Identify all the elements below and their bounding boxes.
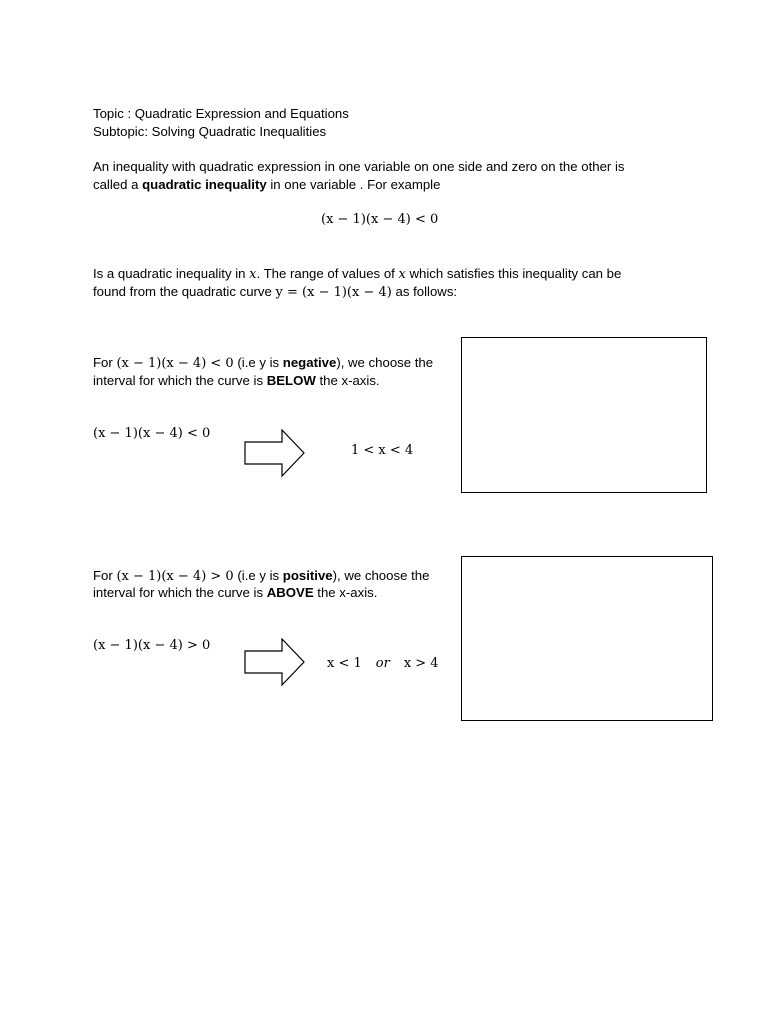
curve-equation: y = (x − 1)(x − 4): [275, 285, 392, 300]
graph-placeholder-negative: [461, 337, 707, 493]
explain-text: which satisfies this inequality can be: [405, 266, 622, 281]
explain-line-1: [93, 265, 621, 284]
explain-text: found from the quadratic curve: [93, 284, 276, 299]
explain-text: . The range of values of: [256, 266, 399, 281]
solution-or: or: [375, 656, 390, 671]
intro-line-1: An inequality with quadratic expression in one variable on one side and zero on the other is: [93, 159, 625, 174]
math-var: x: [398, 267, 406, 282]
example-equation: (x − 1)(x − 4) < 0: [321, 212, 439, 227]
case-text: ), we choose the: [336, 355, 434, 370]
solution-left: x < 1: [327, 656, 362, 671]
intro-text-end: in one variable . For example: [266, 177, 441, 192]
term-positive: positive: [282, 568, 333, 583]
subtopic-line: Subtopic: Solving Quadratic Inequalities: [93, 124, 327, 139]
case-text: ), we choose the: [332, 568, 430, 583]
explain-text: Is a quadratic inequality in: [93, 266, 250, 281]
negative-desc-line-2: [93, 372, 380, 390]
negative-inequality: (x − 1)(x − 4) < 0: [93, 426, 211, 441]
solution-right: x > 4: [403, 656, 439, 671]
case-text: the x-axis.: [315, 373, 380, 388]
case-equation: (x − 1)(x − 4) < 0: [116, 356, 234, 371]
case-text: interval for which the curve is: [93, 585, 267, 600]
term-below: BELOW: [266, 373, 316, 388]
intro-text: called a: [93, 177, 143, 192]
negative-desc-line-1: [93, 354, 433, 373]
case-equation: (x − 1)(x − 4) > 0: [116, 569, 234, 584]
positive-inequality: (x − 1)(x − 4) > 0: [93, 638, 211, 653]
positive-solution: [327, 655, 439, 673]
graph-placeholder-positive: [461, 556, 713, 721]
right-arrow-icon: [244, 429, 306, 479]
term-negative: negative: [282, 355, 337, 370]
topic-line: Topic : Quadratic Expression and Equations: [93, 106, 349, 121]
right-arrow-icon: [244, 638, 306, 688]
case-text: (i.e y is: [233, 355, 283, 370]
explain-line-2: [93, 283, 457, 302]
positive-desc-line-2: [93, 584, 377, 602]
case-text: interval for which the curve is: [93, 373, 267, 388]
term-quadratic-inequality: quadratic inequality: [142, 177, 267, 192]
case-text: (i.e y is: [233, 568, 283, 583]
negative-solution: 1 < x < 4: [351, 443, 414, 458]
explain-text: as follows:: [391, 284, 458, 299]
math-var: x: [249, 267, 257, 282]
term-above: ABOVE: [266, 585, 314, 600]
intro-line-2: [93, 176, 440, 194]
case-text: For: [93, 355, 117, 370]
case-text: For: [93, 568, 117, 583]
case-text: the x-axis.: [313, 585, 378, 600]
